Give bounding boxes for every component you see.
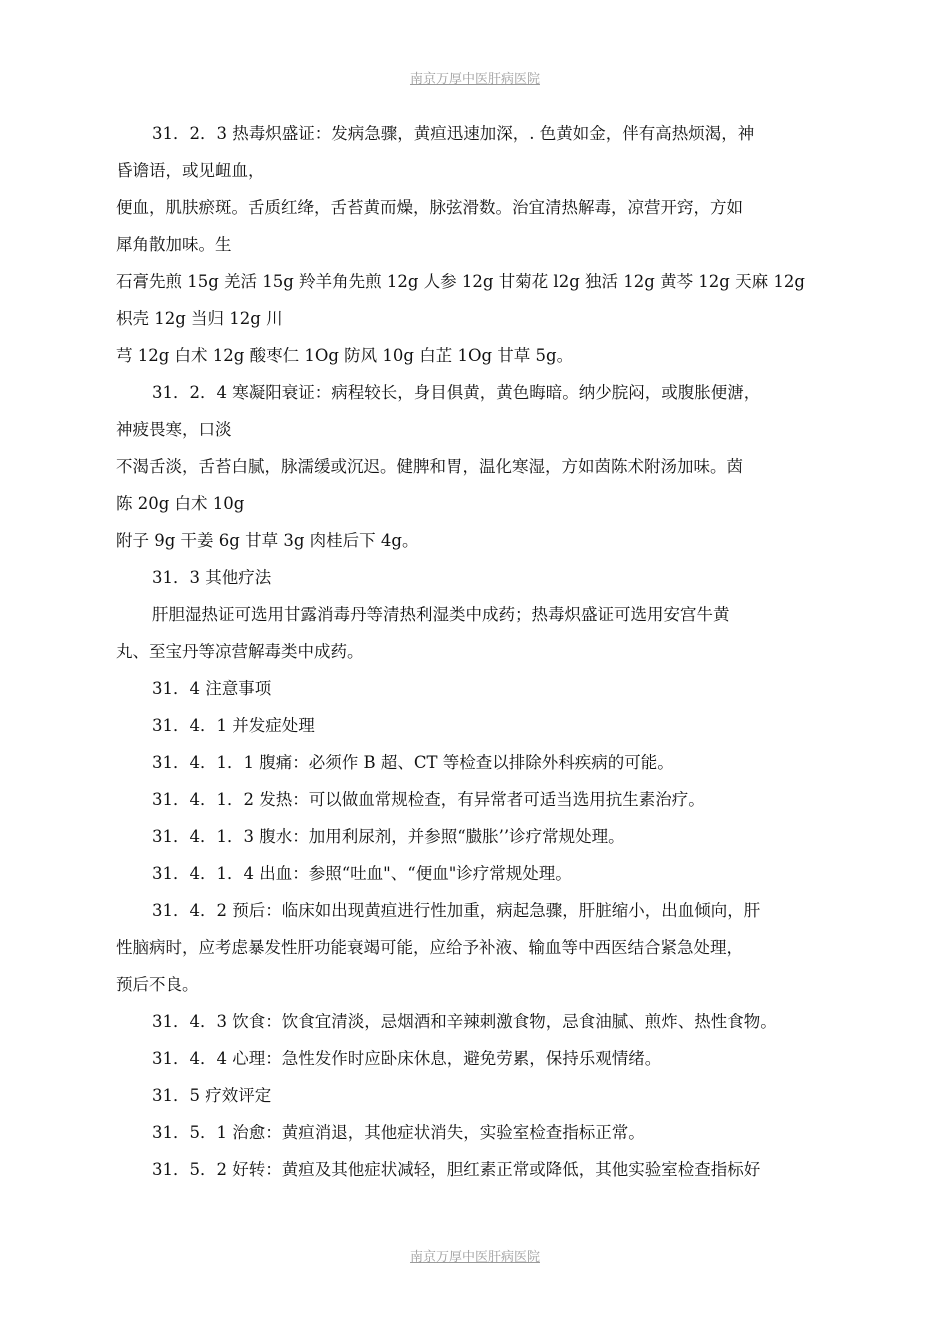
section-heading: 31．5 疗效评定 xyxy=(152,1086,272,1105)
text-line: 31．4．1．2 发热：可以做血常规检查，有异常者可适当选用抗生素治疗。 xyxy=(152,790,705,809)
text-line: 石膏先煎 15g 羌活 15g 羚羊角先煎 12g 人参 12g 甘菊花 l2g 独活 12g 黄芩 12g 天麻 12g xyxy=(116,272,805,291)
text-line: 31．4．4 心理：急性发作时应卧床休息，避免劳累，保持乐观情绪。 xyxy=(152,1049,662,1068)
text-line: 不渴舌淡，舌苔白腻，脉濡缓或沉迟。健脾和胃，温化寒湿，方如茵陈术附汤加味。茵 xyxy=(116,457,743,476)
section-heading: 31．4 注意事项 xyxy=(152,679,272,698)
text-line: 陈 20g 白术 10g xyxy=(116,494,245,513)
text-line: 31．4．1．3 腹水：加用利尿剂，并参照“臌胀’’诊疗常规处理。 xyxy=(152,827,625,846)
text-line: 31．4．1．1 腹痛：必须作 B 超、CT 等检查以排除外科疾病的可能。 xyxy=(152,753,674,772)
text-line: 芎 12g 白术 12g 酸枣仁 1Og 防风 10g 白芷 1Og 甘草 5g。 xyxy=(116,346,574,365)
section-heading: 31．4．1 并发症处理 xyxy=(152,716,315,735)
text-line: 附子 9g 干姜 6g 甘草 3g 肉桂后下 4g。 xyxy=(116,531,419,550)
page-footer: 南京万厚中医肝病医院 xyxy=(409,1250,540,1265)
text-line: 31．4．3 饮食：饮食宜清淡，忌烟酒和辛辣刺激食物，忌食油腻、煎炸、热性食物。 xyxy=(152,1012,777,1031)
text-line: 昏谵语，或见衄血， xyxy=(116,161,265,180)
text-line: 预后不良。 xyxy=(116,975,199,994)
text-line: 31．2．3 热毒炽盛证：发病急骤，黄疸迅速加深，. 色黄如金，伴有高热烦渴，神 xyxy=(152,124,755,143)
page-header: 南京万厚中医肝病医院 xyxy=(409,72,540,87)
text-line: 神疲畏寒，口淡 xyxy=(116,420,232,439)
text-line: 便血，肌肤瘀斑。舌质红绛，舌苔黄而燥，脉弦滑数。治宜清热解毒，凉营开窍，方如 xyxy=(116,198,743,217)
text-line: 31．5．1 治愈：黄疸消退，其他症状消失，实验室检查指标正常。 xyxy=(152,1123,645,1142)
text-line: 枳壳 12g 当归 12g 川 xyxy=(116,309,283,328)
text-line: 31．4．1．4 出血：参照“吐血"、“便血"诊疗常规处理。 xyxy=(152,864,572,883)
text-line: 犀角散加味。生 xyxy=(116,235,232,254)
text-line: 31．2．4 寒凝阳衰证：病程较长，身目俱黄，黄色晦暗。纳少脘闷，或腹胀便溏， xyxy=(152,383,761,402)
text-line: 丸、至宝丹等凉营解毒类中成药。 xyxy=(116,642,364,661)
section-heading: 31．3 其他疗法 xyxy=(152,568,272,587)
text-line: 31．4．2 预后：临床如出现黄疸进行性加重，病起急骤，肝脏缩小，出血倾向，肝 xyxy=(152,901,761,920)
text-line: 性脑病时，应考虑暴发性肝功能衰竭可能，应给予补液、输血等中西医结合紧急处理， xyxy=(116,938,743,957)
text-line: 31．5．2 好转：黄疸及其他症状减轻，胆红素正常或降低，其他实验室检查指标好 xyxy=(152,1160,761,1179)
text-line: 肝胆湿热证可选用甘露消毒丹等清热利湿类中成药；热毒炽盛证可选用安宫牛黄 xyxy=(152,605,730,624)
